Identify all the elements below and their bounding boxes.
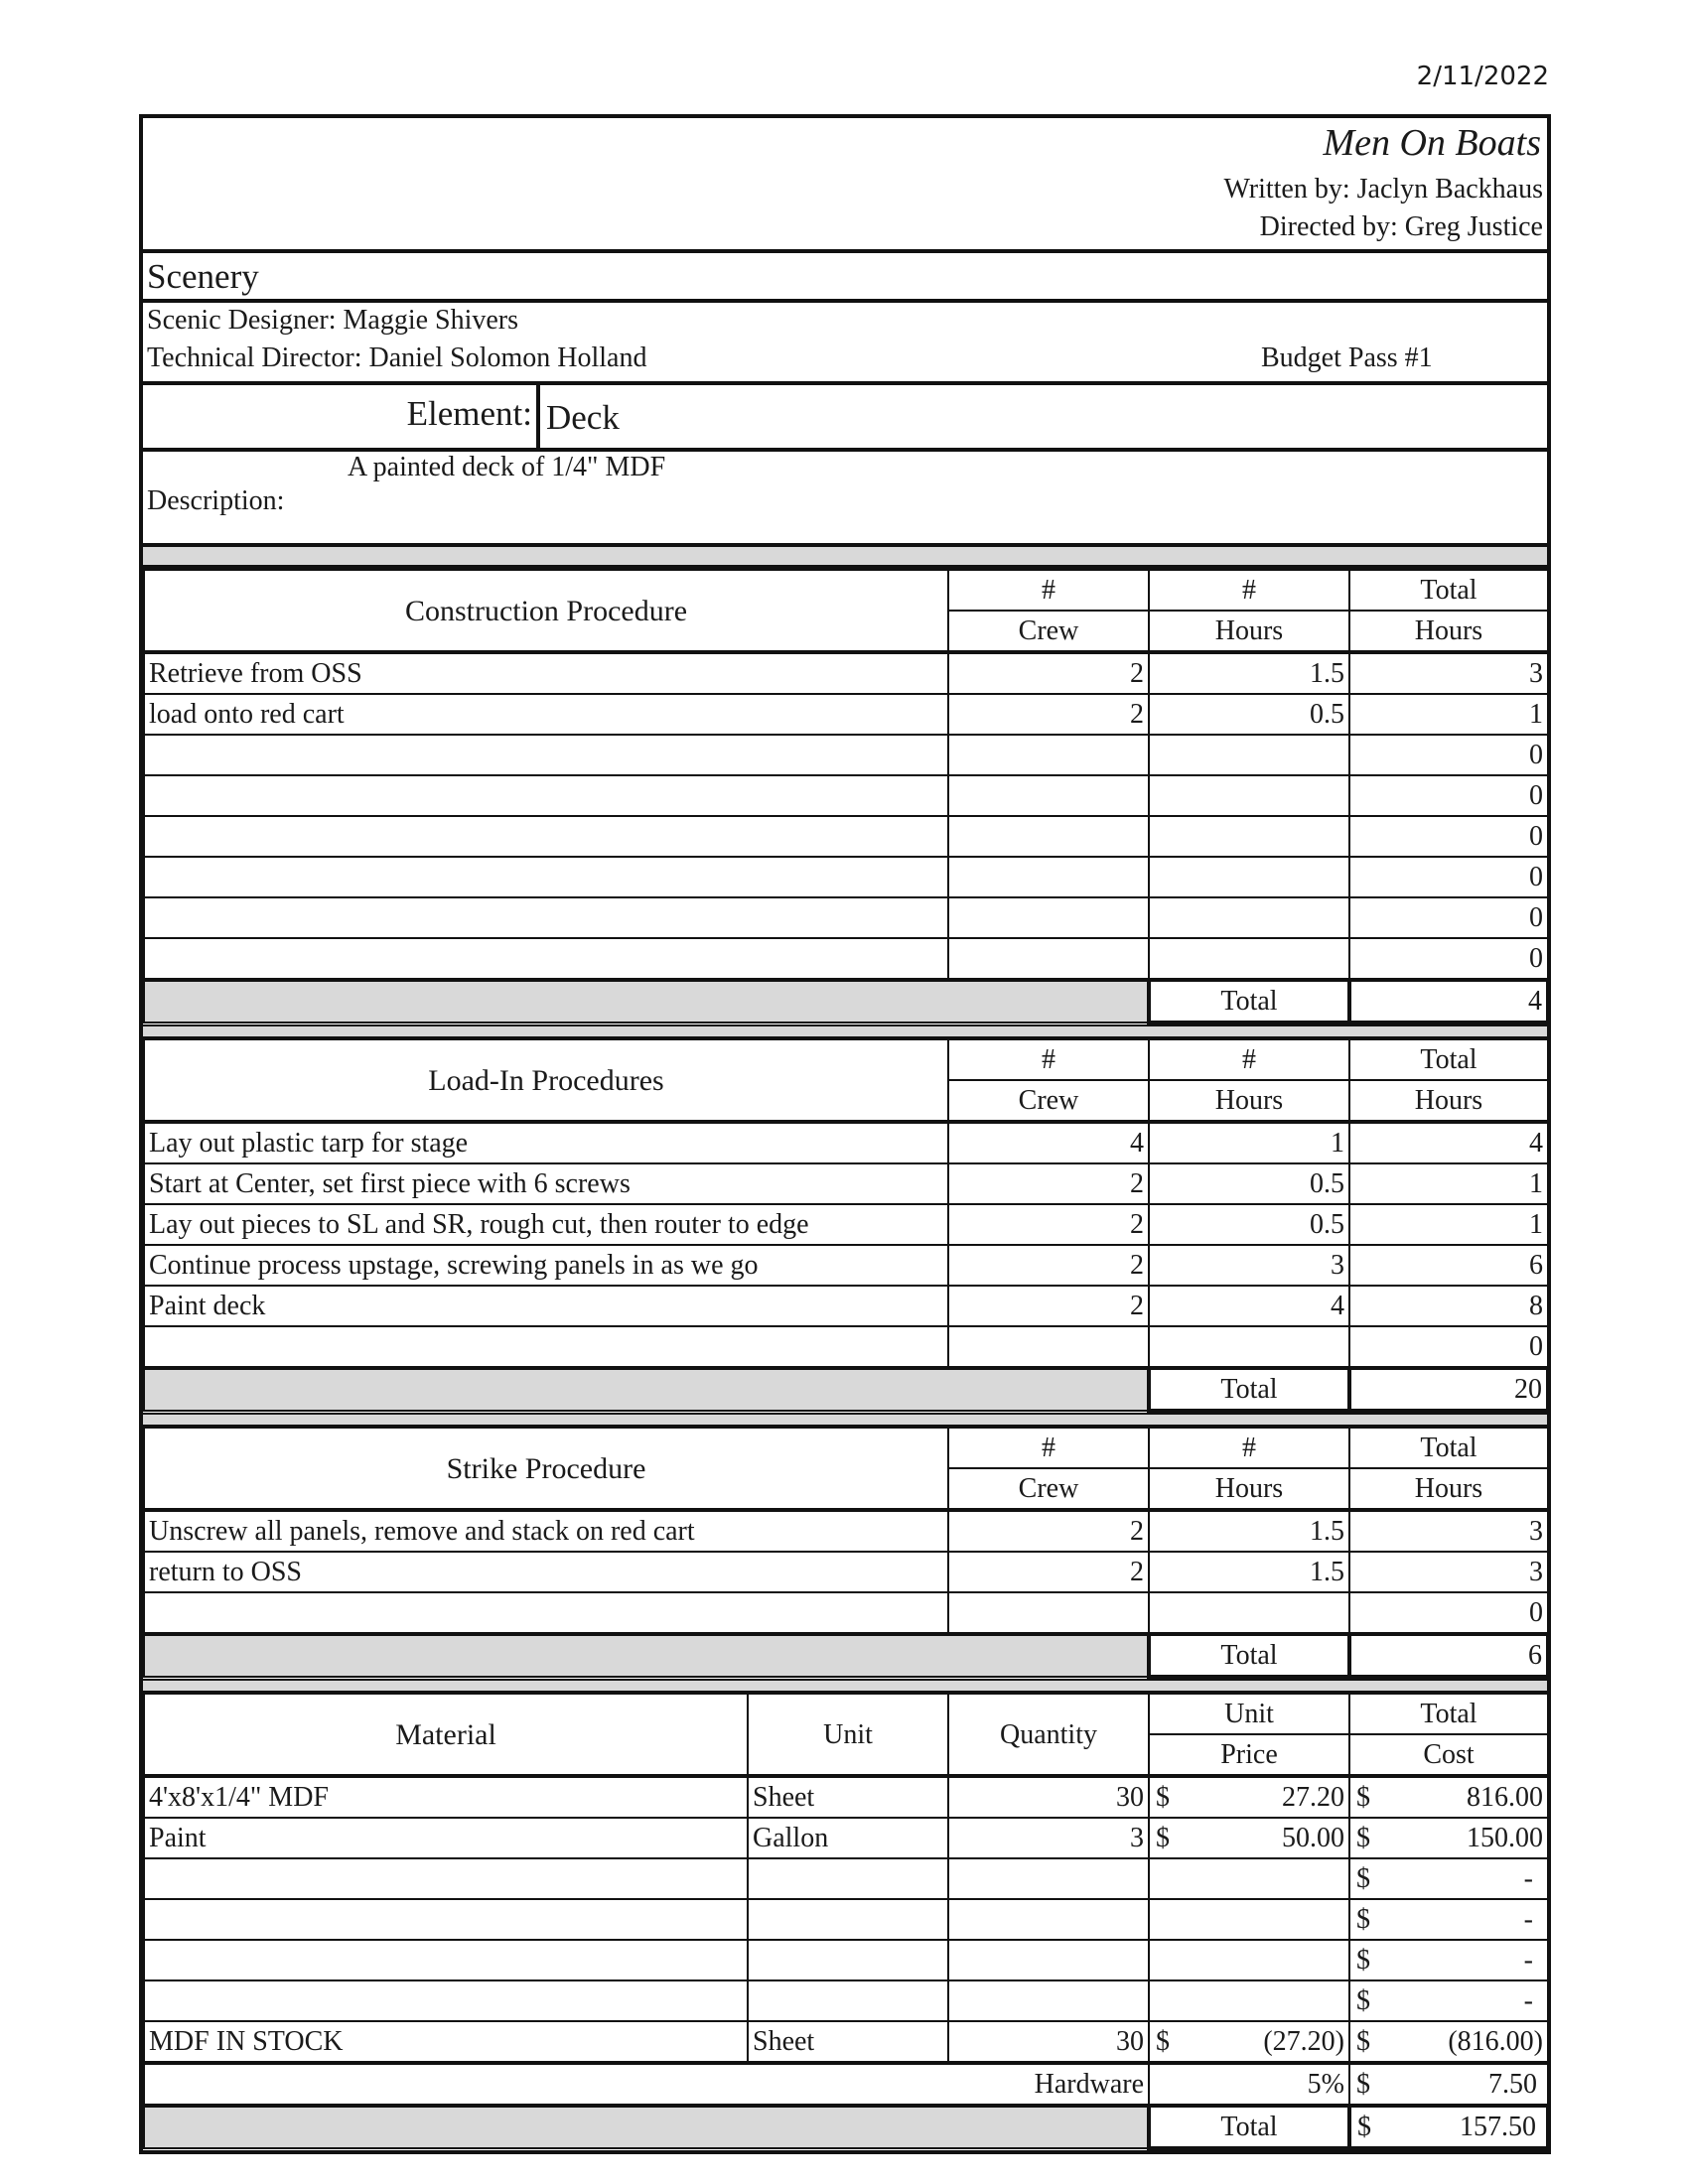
price-value: 50.00 [1282,1823,1344,1853]
hours-cell: 3 [1149,1245,1349,1286]
crew-cell: 2 [948,1163,1149,1204]
total-cell: 0 [1349,857,1548,897]
unit-cell: Gallon [748,1818,948,1858]
material-cell [144,1980,748,2021]
total-cell: 0 [1349,816,1548,857]
crew-cell: 2 [948,1245,1149,1286]
section-separator [143,1024,1547,1038]
task-cell: return to OSS [144,1552,948,1592]
crew-cell: 2 [948,652,1149,694]
dollar-sign: $ [1356,1823,1370,1853]
qty-cell [948,1858,1149,1899]
table-row [144,857,1548,897]
total-hours-header: Hours [1349,611,1548,652]
section-title: Scenery [143,253,1547,303]
dollar-sign: $ [1156,1823,1170,1853]
hours-cell [1149,775,1349,816]
budget-sheet [139,114,1551,2154]
task-cell: Paint deck [144,1286,948,1326]
unit-cell [748,1899,948,1940]
task-cell [144,857,948,897]
total-cell: 0 [1349,897,1548,938]
loadin-total: 20 [1349,1368,1548,1411]
table-row [144,2021,1548,2063]
total-cell: 6 [1349,1245,1548,1286]
dollar-sign: $ [1356,1782,1370,1813]
total-cost-header-top: Total [1349,1694,1548,1734]
show-title: Men On Boats [1323,122,1541,164]
task-cell: Start at Center, set first piece with 6 screws [144,1163,948,1204]
cost-value: - [1523,1904,1533,1935]
price-cell [1149,1858,1349,1899]
element-label: Element: [143,385,540,448]
dollar-sign: $ [1356,1985,1370,2016]
total-cell: 0 [1349,1592,1548,1634]
crew-header: Crew [948,1468,1149,1510]
task-cell: Retrieve from OSS [144,652,948,694]
materials-table [143,1693,1550,2150]
task-cell [144,938,948,980]
hours-cell: 1 [1149,1122,1349,1163]
unit-cell [748,1940,948,1980]
price-cell [1149,1899,1349,1940]
hardware-cost-cell [1349,2063,1548,2106]
unit-header: Unit [748,1694,948,1776]
total-header: Total [1349,1039,1548,1080]
staff-info [143,303,1547,385]
material-cell: 4'x8'x1/4" MDF [144,1776,748,1818]
dollar-sign: $ [1356,1863,1370,1894]
total-header: Total [1349,1428,1548,1468]
total-row [144,1634,1548,1677]
section-separator [143,1413,1547,1427]
crew-cell [948,816,1149,857]
total-cell: 1 [1349,1204,1548,1245]
unit-cell: Sheet [748,2021,948,2063]
cost-cell [1349,1899,1548,1940]
hours-hash: # [1149,1428,1349,1468]
construction-total: 4 [1349,980,1548,1023]
qty-cell [948,1980,1149,2021]
description-row [143,452,1547,547]
material-header: Material [144,1694,748,1776]
cost-value: - [1523,1863,1533,1894]
total-cell: 8 [1349,1286,1548,1326]
hours-cell: 1.5 [1149,1552,1349,1592]
hours-cell [1149,897,1349,938]
director: Directed by: Greg Justice [1259,211,1543,242]
cost-value: - [1523,1985,1533,2016]
hours-cell: 1.5 [1149,652,1349,694]
crew-cell: 2 [948,1552,1149,1592]
qty-cell: 30 [948,2021,1149,2063]
description-label: Description: [147,485,285,516]
crew-cell [948,775,1149,816]
qty-cell: 3 [948,1818,1149,1858]
hours-hash: # [1149,1039,1349,1080]
dollar-sign: $ [1356,2069,1370,2100]
hours-cell: 0.5 [1149,694,1349,735]
qty-cell [948,1899,1149,1940]
strike-title: Strike Procedure [144,1428,948,1510]
crew-header: Crew [948,611,1149,652]
dollar-sign: $ [1156,1782,1170,1813]
material-cell [144,1858,748,1899]
technical-director: Technical Director: Daniel Solomon Holland [147,342,647,373]
hardware-label: Hardware [144,2063,1149,2106]
price-cell [1149,1940,1349,1980]
total-header: Total [1349,570,1548,611]
construction-title: Construction Procedure [144,570,948,652]
materials-rows [144,1776,1548,2148]
qty-cell: 30 [948,1776,1149,1818]
total-row [144,1368,1548,1411]
material-cell [144,1899,748,1940]
task-cell [144,775,948,816]
table-row [144,816,1548,857]
table-row [144,1818,1548,1858]
total-cell: 0 [1349,735,1548,775]
cost-cell [1349,1776,1548,1818]
hours-cell [1149,735,1349,775]
show-header [143,118,1547,253]
dollar-sign: $ [1357,2112,1371,2142]
hours-header: Hours [1149,1080,1349,1122]
section-separator [143,1679,1547,1693]
cost-cell [1349,1858,1548,1899]
material-cell: MDF IN STOCK [144,2021,748,2063]
table-row [144,694,1548,735]
table-row [144,1326,1548,1368]
table-row [144,1286,1548,1326]
crew-cell [948,897,1149,938]
total-label: Total [1149,980,1349,1023]
task-cell [144,735,948,775]
loadin-rows [144,1122,1548,1411]
hours-cell [1149,938,1349,980]
total-label: Total [1149,2106,1349,2148]
scenic-designer: Scenic Designer: Maggie Shivers [147,305,519,336]
cost-cell [1349,1818,1548,1858]
table-row [144,897,1548,938]
cost-cell [1349,2021,1548,2063]
table-row [144,1980,1548,2021]
hours-header: Hours [1149,611,1349,652]
hours-cell [1149,816,1349,857]
cost-cell [1349,1980,1548,2021]
hours-cell: 0.5 [1149,1204,1349,1245]
table-row [144,1204,1548,1245]
price-cell [1149,2021,1349,2063]
gray-fill [144,980,1149,1023]
crew-cell [948,735,1149,775]
table-row [144,735,1548,775]
strike-rows [144,1510,1548,1677]
cost-value: - [1523,1945,1533,1976]
task-cell [144,897,948,938]
price-cell [1149,1980,1349,2021]
total-cost-header: Cost [1349,1734,1548,1776]
table-row [144,1163,1548,1204]
loadin-title: Load-In Procedures [144,1039,948,1122]
strike-table [143,1427,1550,1679]
dollar-sign: $ [1356,2026,1370,2057]
strike-total: 6 [1349,1634,1548,1677]
table-row [144,652,1548,694]
hardware-row [144,2063,1548,2106]
cost-value: 150.00 [1467,1823,1543,1853]
materials-total-cell [1349,2106,1548,2148]
unit-cell [748,1858,948,1899]
price-cell [1149,1776,1349,1818]
table-row [144,1899,1548,1940]
total-cell: 3 [1349,1552,1548,1592]
total-hours-header: Hours [1349,1080,1548,1122]
crew-cell [948,1592,1149,1634]
total-cell: 0 [1349,1326,1548,1368]
unit-price-header: Price [1149,1734,1349,1776]
hours-cell [1149,1326,1349,1368]
crew-cell: 2 [948,1510,1149,1552]
hours-cell: 1.5 [1149,1510,1349,1552]
hours-cell [1149,1592,1349,1634]
date: 2/11/2022 [1416,62,1549,91]
crew-cell [948,938,1149,980]
task-cell: Continue process upstage, screwing panels in as we go [144,1245,948,1286]
construction-rows [144,652,1548,1023]
dollar-sign: $ [1356,1904,1370,1935]
playwright: Written by: Jaclyn Backhaus [1223,174,1543,205]
crew-hash: # [948,570,1149,611]
section-spacer [143,547,1547,569]
table-row [144,1858,1548,1899]
price-value: 27.20 [1282,1782,1344,1813]
total-cell: 1 [1349,1163,1548,1204]
unit-price-header-top: Unit [1149,1694,1349,1734]
task-cell: Lay out pieces to SL and SR, rough cut, then router to edge [144,1204,948,1245]
dollar-sign: $ [1156,2026,1170,2057]
total-label: Total [1149,1634,1349,1677]
total-row [144,980,1548,1023]
material-cell [144,1940,748,1980]
price-cell [1149,1818,1349,1858]
crew-cell: 2 [948,1204,1149,1245]
table-row [144,1776,1548,1818]
total-cell: 3 [1349,1510,1548,1552]
loadin-table [143,1038,1550,1413]
budget-pass: Budget Pass #1 [1261,342,1433,373]
table-row [144,1122,1548,1163]
element-row [143,385,1547,452]
crew-hash: # [948,1428,1149,1468]
hardware-percent: 5% [1149,2063,1349,2106]
unit-cell: Sheet [748,1776,948,1818]
unit-cell [748,1980,948,2021]
table-row [144,1552,1548,1592]
table-row [144,1940,1548,1980]
total-hours-header: Hours [1349,1468,1548,1510]
total-cell: 3 [1349,652,1548,694]
cost-cell [1349,1940,1548,1980]
dollar-sign: $ [1356,1945,1370,1976]
crew-cell: 2 [948,694,1149,735]
hours-cell: 0.5 [1149,1163,1349,1204]
total-cell: 4 [1349,1122,1548,1163]
materials-total: 157.50 [1460,2112,1536,2142]
qty-cell [948,1940,1149,1980]
description-value: A painted deck of 1/4" MDF [348,452,666,482]
crew-cell [948,1326,1149,1368]
hours-header: Hours [1149,1468,1349,1510]
gray-fill [144,2106,1149,2148]
hours-cell: 4 [1149,1286,1349,1326]
cost-value: (816.00) [1448,2026,1543,2057]
cost-value: 816.00 [1467,1782,1543,1813]
table-row [144,1245,1548,1286]
task-cell: load onto red cart [144,694,948,735]
gray-fill [144,1368,1149,1411]
hardware-cost: 7.50 [1488,2069,1537,2100]
task-cell [144,1592,948,1634]
construction-table [143,569,1550,1024]
price-value: (27.20) [1263,2026,1344,2057]
task-cell: Unscrew all panels, remove and stack on red cart [144,1510,948,1552]
crew-cell: 2 [948,1286,1149,1326]
table-row [144,1592,1548,1634]
hours-hash: # [1149,570,1349,611]
gray-fill [144,1634,1149,1677]
table-row [144,1510,1548,1552]
quantity-header: Quantity [948,1694,1149,1776]
total-cell: 1 [1349,694,1548,735]
total-row [144,2106,1548,2148]
element-value: Deck [546,398,620,437]
crew-cell [948,857,1149,897]
total-cell: 0 [1349,775,1548,816]
total-cell: 0 [1349,938,1548,980]
task-cell: Lay out plastic tarp for stage [144,1122,948,1163]
hours-cell [1149,857,1349,897]
crew-cell: 4 [948,1122,1149,1163]
crew-header: Crew [948,1080,1149,1122]
material-cell: Paint [144,1818,748,1858]
table-row [144,775,1548,816]
total-label: Total [1149,1368,1349,1411]
table-row [144,938,1548,980]
task-cell [144,816,948,857]
crew-hash: # [948,1039,1149,1080]
task-cell [144,1326,948,1368]
